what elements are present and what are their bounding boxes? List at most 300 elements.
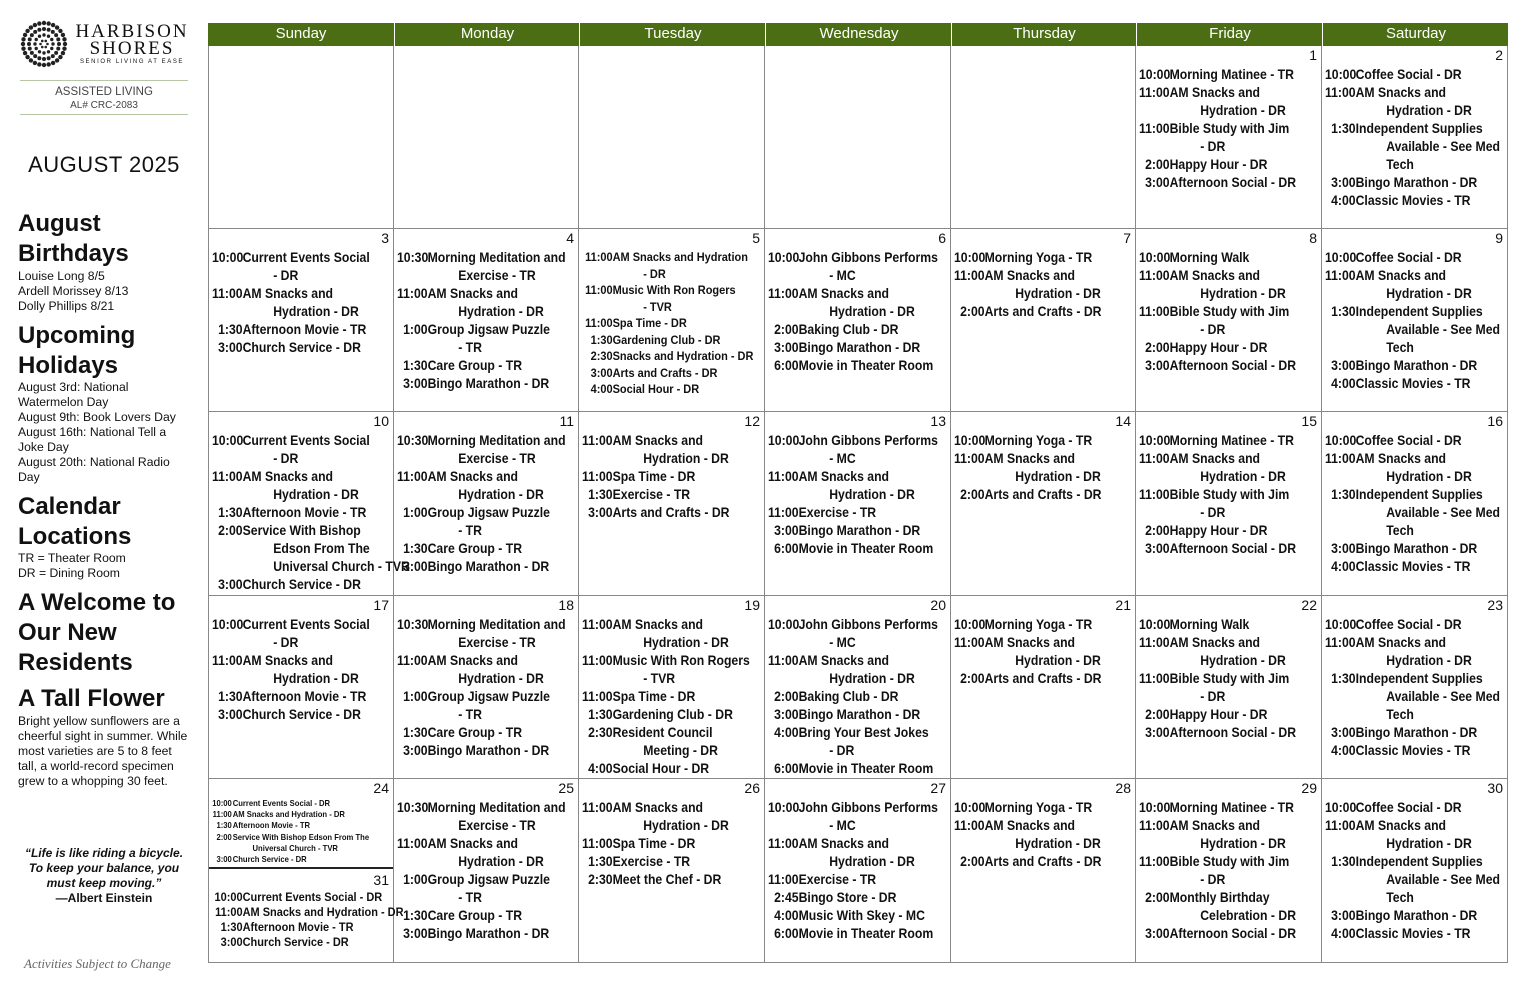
- event-name: [1169, 432, 1294, 450]
- event-line: Hydration - DR: [643, 635, 729, 650]
- event-time: 10:00: [768, 433, 800, 448]
- event-time: 3:00: [774, 523, 799, 538]
- event-list: [397, 616, 577, 760]
- event-name: [1169, 267, 1286, 303]
- event: [1325, 267, 1530, 303]
- event-line: AM Snacks and: [1169, 635, 1261, 650]
- event-time: 4:00: [1331, 559, 1356, 574]
- event-name: [984, 249, 1093, 267]
- event-time: 2:00: [1145, 707, 1170, 722]
- event: [397, 724, 602, 742]
- day-cell-9: [1322, 229, 1508, 412]
- date-number: 27: [930, 780, 946, 796]
- event-line: Bingo Marathon - DR: [427, 376, 550, 391]
- event-line: - TR: [458, 523, 482, 538]
- event-line: Hydration - DR: [1386, 653, 1472, 668]
- event-time: 2:00: [774, 322, 799, 337]
- event-line: Available - See Med: [1386, 689, 1500, 704]
- date-number: 3: [381, 230, 389, 246]
- event-line: Morning Meditation and: [427, 617, 566, 632]
- event-time: 10:00: [1325, 617, 1357, 632]
- event-time: 2:30: [588, 872, 613, 887]
- event-line: John Gibbons Performs: [798, 800, 938, 815]
- event: [212, 321, 417, 339]
- event-list: [212, 798, 392, 865]
- event-line: Service With Bishop Edson From The: [232, 831, 370, 842]
- event-name: [984, 432, 1093, 450]
- event-name: [1355, 799, 1462, 817]
- event-name: [612, 348, 754, 365]
- event-line: Hydration - DR: [1386, 286, 1472, 301]
- event-list: [768, 616, 949, 778]
- event-time: 10:00: [1139, 800, 1171, 815]
- event: [1139, 156, 1345, 174]
- event-name: [612, 652, 750, 688]
- event-name: [612, 381, 699, 398]
- event-name: [612, 835, 696, 853]
- event: [397, 799, 602, 835]
- day-cell-12: [579, 412, 765, 596]
- day-cell-22: [1136, 596, 1322, 779]
- event-line: AM Snacks and: [427, 286, 519, 301]
- event: [768, 468, 974, 504]
- event-line: Independent Supplies: [1355, 671, 1483, 686]
- event-name: [798, 688, 899, 706]
- event-line: Arts and Crafts - DR: [984, 671, 1102, 686]
- event-line: Coffee Social - DR: [1355, 800, 1462, 815]
- event-name: [427, 249, 566, 285]
- brand-name-line1: HARBISON: [75, 21, 189, 42]
- event-name: [427, 616, 566, 652]
- event-name: [242, 432, 370, 468]
- event-line: Afternoon Social - DR: [1169, 926, 1297, 941]
- event-name: [242, 616, 370, 652]
- event-line: Spa Time - DR: [612, 836, 696, 851]
- date-number: 29: [1301, 780, 1317, 796]
- weekday-wednesday: Wednesday: [765, 23, 952, 46]
- weekday-friday: Friday: [1136, 23, 1323, 46]
- event-time: 11:00: [212, 653, 243, 668]
- event: [582, 432, 788, 468]
- event-line: - DR: [1200, 139, 1226, 154]
- event-time: 3:00: [218, 707, 243, 722]
- event-line: - MC: [829, 451, 856, 466]
- event-line: Group Jigsaw Puzzle: [427, 689, 550, 704]
- event-line: Movie in Theater Room: [798, 358, 934, 373]
- sidebar: [0, 0, 205, 990]
- event-line: Morning Yoga - TR: [984, 433, 1093, 448]
- event-line: Happy Hour - DR: [1169, 707, 1268, 722]
- event-line: Happy Hour - DR: [1169, 157, 1268, 172]
- day-cell-11: [394, 412, 579, 596]
- event-time: 1:30: [218, 689, 243, 704]
- event-time: 3:00: [218, 577, 243, 592]
- event: [582, 486, 788, 504]
- event-time: 2:30: [590, 349, 613, 363]
- date-number: 5: [752, 230, 760, 246]
- event-line: AM Snacks and: [1169, 818, 1261, 833]
- event-name: [984, 799, 1093, 817]
- brand-name: [70, 23, 194, 57]
- event: [1139, 706, 1345, 724]
- event-name: [1355, 558, 1471, 576]
- event-line: Arts and Crafts - DR: [984, 304, 1102, 319]
- event: [212, 832, 407, 854]
- event-time: 11:00: [768, 505, 799, 520]
- event-time: 10:00: [954, 250, 986, 265]
- event-time: 10:00: [768, 800, 800, 815]
- event-name: [427, 742, 550, 760]
- event-time: 1:30: [588, 707, 613, 722]
- empty-day-cell: [579, 46, 765, 229]
- weekday-tuesday: Tuesday: [579, 23, 766, 46]
- flower-text: Bright yellow sunflowers are a cheerful sight in summer. While most varieties are 5 to 8 feet tall, a world-record specimen grew to a whopping 30 feet.: [18, 714, 188, 788]
- event-list: [397, 249, 577, 393]
- event: [954, 853, 1159, 871]
- event-name: [242, 522, 410, 576]
- date-number: 16: [1487, 413, 1503, 429]
- day-cell-1: [1136, 46, 1322, 229]
- event-line: Gardening Club - DR: [612, 707, 733, 722]
- event: [1325, 303, 1530, 357]
- event-line: Independent Supplies: [1355, 121, 1483, 136]
- event-line: Available - See Med: [1386, 872, 1500, 887]
- event-line: Movie in Theater Room: [798, 926, 934, 941]
- event-time: 10:00: [212, 250, 244, 265]
- event-time: 2:00: [1145, 523, 1170, 538]
- event-line: Morning Matinee - TR: [1169, 433, 1294, 448]
- event-name: [798, 432, 938, 468]
- event-time: 10:00: [1139, 67, 1171, 82]
- event-line: - TVR: [643, 299, 672, 314]
- event-list: [1139, 249, 1320, 375]
- event-line: AM Snacks and: [427, 836, 519, 851]
- event-list: [212, 616, 392, 724]
- event-name: [612, 432, 729, 468]
- event-name: [427, 925, 550, 943]
- event-time: 10:00: [954, 617, 986, 632]
- event-line: Movie in Theater Room: [798, 761, 934, 776]
- date-number: 17: [373, 597, 389, 613]
- event-line: - DR: [273, 268, 299, 283]
- event-line: John Gibbons Performs: [798, 433, 938, 448]
- event-line: Afternoon Social - DR: [1169, 358, 1297, 373]
- event-time: 10:00: [1139, 617, 1171, 632]
- day-cell-8: [1136, 229, 1322, 412]
- event-name: [612, 616, 729, 652]
- event-line: Available - See Med: [1386, 322, 1500, 337]
- day-cell-26: [579, 779, 765, 963]
- event-name: [427, 540, 522, 558]
- event: [768, 871, 974, 889]
- event-list: [397, 432, 577, 576]
- holidays-list: [18, 380, 194, 485]
- event-line: Baking Club - DR: [798, 689, 899, 704]
- day-cell-17: [208, 596, 394, 779]
- brand-tagline: SENIOR LIVING AT EASE: [79, 59, 185, 65]
- event-list: [582, 799, 763, 889]
- event-time: 11:00: [1139, 85, 1170, 100]
- event-name: [612, 365, 718, 382]
- event-name: [984, 267, 1101, 303]
- event: [768, 925, 974, 943]
- event-line: - DR: [829, 743, 855, 758]
- event-name: [427, 558, 550, 576]
- event-line: - MC: [829, 268, 856, 283]
- event-line: Coffee Social - DR: [1355, 250, 1462, 265]
- event-list: [1325, 616, 1506, 760]
- event-name: [1355, 432, 1462, 450]
- birthday-item: Ardell Morissey 8/13: [18, 284, 129, 298]
- event-name: [984, 616, 1093, 634]
- event-line: Morning Meditation and: [427, 433, 566, 448]
- event-name: [1169, 853, 1290, 889]
- event-name: [1355, 742, 1471, 760]
- event-name: [242, 706, 361, 724]
- month-title: AUGUST 2025: [28, 152, 180, 177]
- event-time: 2:00: [774, 689, 799, 704]
- event-time: 10:00: [1139, 250, 1171, 265]
- event: [954, 450, 1159, 486]
- date-number: 19: [744, 597, 760, 613]
- event: [582, 835, 788, 853]
- event-line: AM Snacks and: [798, 469, 890, 484]
- event-name: [1355, 540, 1478, 558]
- event-time: 11:00: [212, 809, 232, 820]
- event: [212, 809, 407, 820]
- event-time: 3:00: [774, 707, 799, 722]
- event: [212, 576, 417, 594]
- birthday-item: Dolly Phillips 8/21: [18, 299, 115, 313]
- event: [582, 315, 788, 332]
- event-line: Meet the Chef - DR: [612, 872, 722, 887]
- event-line: AM Snacks and: [612, 800, 704, 815]
- event: [1325, 925, 1530, 943]
- event-list: [582, 432, 763, 522]
- event-name: [242, 890, 382, 905]
- event: [582, 760, 788, 778]
- split-divider: [209, 867, 393, 869]
- event-name: [242, 321, 367, 339]
- event-line: AM Snacks and: [984, 818, 1076, 833]
- date-number: 14: [1115, 413, 1131, 429]
- event: [1139, 799, 1345, 817]
- event: [1325, 540, 1530, 558]
- event-time: 1:30: [403, 725, 428, 740]
- date-number: 10: [373, 413, 389, 429]
- event-time: 11:00: [954, 635, 985, 650]
- event-time: 1:30: [403, 358, 428, 373]
- event-name: [242, 576, 361, 594]
- event-time: 11:00: [212, 469, 243, 484]
- date-number: 25: [558, 780, 574, 796]
- event-name: [1169, 66, 1294, 84]
- event-time: 2:45: [774, 890, 799, 905]
- event-time: 1:30: [1331, 671, 1356, 686]
- date-number: 23: [1487, 597, 1503, 613]
- event-line: Spa Time - DR: [612, 316, 687, 330]
- date-number: 24: [373, 780, 389, 796]
- event-name: [798, 871, 876, 889]
- event-time: 11:00: [1139, 268, 1170, 283]
- event-line: AM Snacks and: [1169, 451, 1261, 466]
- event-time: 11:00: [954, 451, 985, 466]
- event-list: [1139, 432, 1320, 558]
- event-line: Bingo Marathon - DR: [1355, 725, 1478, 740]
- brand-name-line2: SHORES: [89, 38, 175, 59]
- date-number: 2: [1495, 47, 1503, 63]
- event: [954, 670, 1159, 688]
- event-line: Hydration - DR: [1386, 836, 1472, 851]
- event: [397, 616, 602, 652]
- event-time: 11:00: [582, 800, 613, 815]
- event-time: 11:00: [1325, 818, 1356, 833]
- event-line: Arts and Crafts - DR: [612, 365, 718, 380]
- logo-dots-icon: [20, 20, 68, 68]
- event-line: Service With Bishop: [242, 523, 361, 538]
- event-line: Tech: [1386, 340, 1414, 355]
- event-line: Hydration - DR: [829, 671, 915, 686]
- event-time: 11:00: [768, 872, 799, 887]
- day-cell-5: [579, 229, 765, 412]
- welcome-heading: A Welcome to Our New Residents: [18, 589, 176, 676]
- event-name: [1169, 817, 1286, 853]
- event-line: Exercise - TR: [798, 505, 877, 520]
- event-name: [427, 285, 544, 321]
- event-line: Arts and Crafts - DR: [612, 505, 730, 520]
- license-number: AL# CRC-2083: [70, 100, 138, 111]
- event-line: Morning Walk: [1169, 250, 1250, 265]
- event-name: [798, 835, 915, 871]
- day-cell-24: [208, 779, 404, 963]
- day-cell-21: [951, 596, 1136, 779]
- date-number: 22: [1301, 597, 1317, 613]
- event-time: 10:00: [954, 433, 986, 448]
- event-time: 1:30: [403, 908, 428, 923]
- event-line: Hydration - DR: [458, 854, 544, 869]
- event: [212, 890, 417, 905]
- empty-day-cell: [765, 46, 951, 229]
- event: [1325, 450, 1530, 486]
- day-cell-23: [1322, 596, 1508, 779]
- event-time: 1:00: [403, 322, 428, 337]
- event-line: Gardening Club - DR: [612, 332, 721, 347]
- event-line: Afternoon Movie - TR: [232, 820, 311, 831]
- event-time: 3:00: [216, 854, 232, 865]
- event-name: [232, 832, 369, 854]
- event-line: Bingo Marathon - DR: [427, 926, 550, 941]
- day-cell-2: [1322, 46, 1508, 229]
- event-list: [1325, 799, 1506, 943]
- event-line: Morning Matinee - TR: [1169, 800, 1294, 815]
- event-name: [798, 724, 929, 760]
- event-line: Bingo Marathon - DR: [798, 340, 921, 355]
- event: [397, 321, 602, 357]
- event-line: Hydration - DR: [1200, 469, 1286, 484]
- event: [1325, 84, 1530, 120]
- event-name: [798, 285, 915, 321]
- day-cell-14: [951, 412, 1136, 596]
- event: [582, 706, 788, 724]
- date-number: 18: [558, 597, 574, 613]
- date-number: 21: [1115, 597, 1131, 613]
- event-line: Afternoon Movie - TR: [242, 322, 367, 337]
- event-line: Afternoon Movie - TR: [242, 505, 367, 520]
- quote-author: —Albert Einstein: [55, 891, 153, 905]
- event-line: Exercise - TR: [612, 487, 691, 502]
- event-line: Exercise - TR: [798, 872, 877, 887]
- event: [397, 907, 602, 925]
- event-time: 11:00: [1139, 451, 1170, 466]
- event-name: [1169, 156, 1268, 174]
- event-time: 11:00: [1325, 268, 1356, 283]
- event-line: Morning Meditation and: [427, 800, 566, 815]
- event-name: [1355, 486, 1500, 540]
- day-cell-30: [1322, 779, 1508, 963]
- event-list: [1139, 66, 1320, 192]
- event-name: [612, 760, 709, 778]
- event: [1139, 889, 1345, 925]
- event: [1325, 670, 1530, 724]
- event: [1139, 249, 1345, 267]
- event-time: 3:00: [1331, 358, 1356, 373]
- event-name: [798, 249, 938, 285]
- event-time: 11:00: [1139, 854, 1170, 869]
- event-name: [612, 468, 696, 486]
- event-name: [427, 724, 522, 742]
- event: [582, 871, 788, 889]
- event: [212, 652, 417, 688]
- event-line: Hydration - DR: [458, 671, 544, 686]
- event-line: Classic Movies - TR: [1355, 559, 1471, 574]
- event-name: [798, 339, 921, 357]
- event: [212, 339, 417, 357]
- event-line: Hydration - DR: [1015, 653, 1101, 668]
- event-time: 4:00: [588, 761, 613, 776]
- event-line: Bible Study with Jim: [1169, 854, 1290, 869]
- event-time: 1:30: [218, 505, 243, 520]
- event-name: [242, 285, 359, 321]
- event: [212, 432, 417, 468]
- event-time: 1:30: [590, 332, 613, 347]
- event-name: [427, 357, 522, 375]
- event: [768, 285, 974, 321]
- event-time: 6:00: [774, 358, 799, 373]
- empty-day-cell: [394, 46, 579, 229]
- event: [1325, 174, 1530, 192]
- event-line: Bring Your Best Jokes: [798, 725, 929, 740]
- date-number: 4: [566, 230, 574, 246]
- event: [397, 285, 602, 321]
- date-number: 11: [559, 413, 574, 429]
- event-name: [612, 486, 690, 504]
- event-line: Hydration - DR: [1386, 469, 1472, 484]
- event-time: 10:30: [397, 433, 429, 448]
- event-time: 1:30: [1331, 304, 1356, 319]
- event-list: [768, 799, 949, 943]
- event-time: 2:00: [960, 854, 985, 869]
- day-cell-18: [394, 596, 579, 779]
- event-time: 11:00: [1139, 121, 1170, 136]
- event: [1139, 486, 1345, 522]
- event-name: [242, 468, 359, 504]
- event-list: [954, 249, 1134, 321]
- event: [397, 468, 602, 504]
- event-line: Baking Club - DR: [798, 322, 899, 337]
- event-line: Hydration - DR: [643, 818, 729, 833]
- event-time: 2:00: [1145, 890, 1170, 905]
- event-line: Morning Yoga - TR: [984, 250, 1093, 265]
